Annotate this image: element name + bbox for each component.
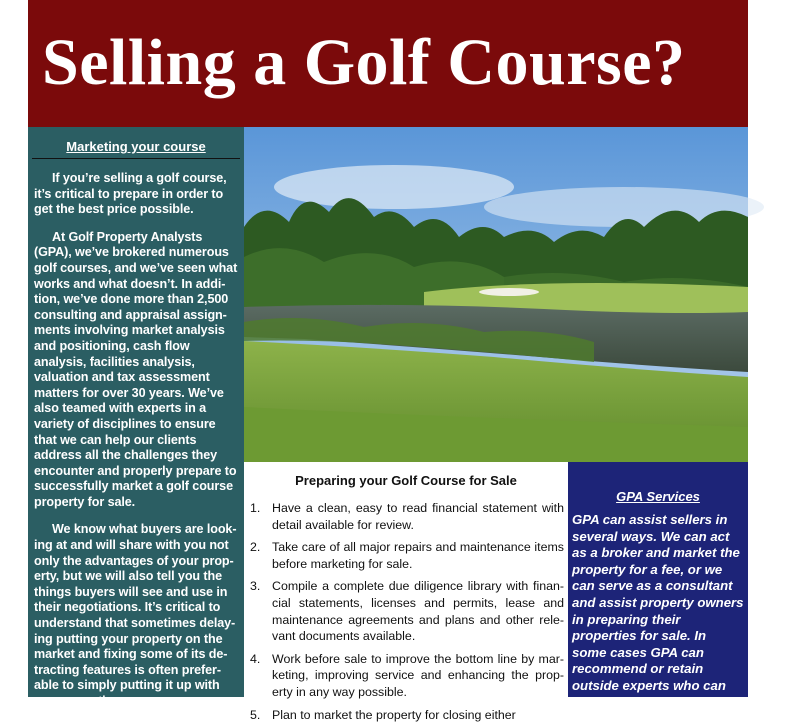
preparing-heading: Preparing your Golf Course for Sale: [295, 473, 517, 488]
preparing-list: [244, 500, 568, 723]
list-item-number: 4.: [250, 651, 261, 666]
page-title: Selling a Golf Course?: [42, 26, 686, 99]
list-item-text: Take care of all major repairs and maintenance items before marketing for sale.: [272, 540, 564, 571]
preparing-section: [244, 462, 568, 722]
list-item: [244, 578, 568, 644]
golf-course-pond-photo-icon: [244, 127, 748, 462]
list-item: [244, 707, 568, 723]
list-item-number: 1.: [250, 501, 261, 515]
marketing-paragraph: If you’re selling a golf course, it’s critical to prepare in order to get the best price possible.: [34, 171, 227, 217]
marketing-paragraph: We know what buyers are look-ing at and will share with you not only the advantages of your prop-erty, but we will also tell you the things buyers will see and use in their negotiations. It’s critical to understand that sometimes delay-ing putting your property on the market and fixing some of its de-tracting features is often prefer-able to simply putting it up with no preparation.: [34, 522, 237, 708]
list-item-text: Work before sale to improve the bottom line by mar-keting, improving service and enhancing the prop-erty in any way possible.: [272, 651, 564, 699]
gpa-services-panel: [568, 462, 748, 697]
golf-course-photo: [244, 127, 748, 462]
list-item-text: Plan to market the property for closing either: [272, 707, 516, 722]
list-item-text: Have a clean, easy to read financial statement with detail available for review.: [272, 501, 564, 532]
title-banner: [28, 0, 748, 127]
list-item: [244, 539, 568, 572]
gpa-services-heading: GPA Services: [616, 489, 700, 504]
list-item-text: Compile a complete due diligence library with finan-cial statements, licenses and permits, lease and maintenance agreements and plans and other rele-vant documents available.: [272, 579, 564, 644]
marketing-sidebar: [28, 127, 244, 708]
list-item: [244, 500, 568, 533]
list-item-number: 2.: [250, 540, 261, 555]
list-item-number: 3.: [250, 579, 261, 594]
list-item: [244, 651, 568, 701]
marketing-heading: Marketing your course: [32, 139, 240, 159]
list-item-number: 5.: [250, 707, 261, 722]
gpa-services-text: GPA can assist sellers in several ways. We can act as a broker and market the property for a fee, or we can serve as a consultant and assist property owners in preparing their properties for sale. In some cases GPA can recommend or retain outside experts who can: [572, 512, 744, 693]
marketing-paragraph: At Golf Property Analysts (GPA), we’ve brokered numerous golf courses, and we’ve seen what works and what doesn’t. In addi-tion, we’ve done more than 2,500 consulting and appraisal assign-ments involving market analysis and positioning, cash flow analysis, facilities analysis, valuation and tax assessment matters for over 30 years. We’ve also teamed with experts in a variety of disciplines to ensure that we can help our clients address all the challenges they encounter and properly prepare to successfully market a golf course property for sale.: [34, 229, 238, 509]
